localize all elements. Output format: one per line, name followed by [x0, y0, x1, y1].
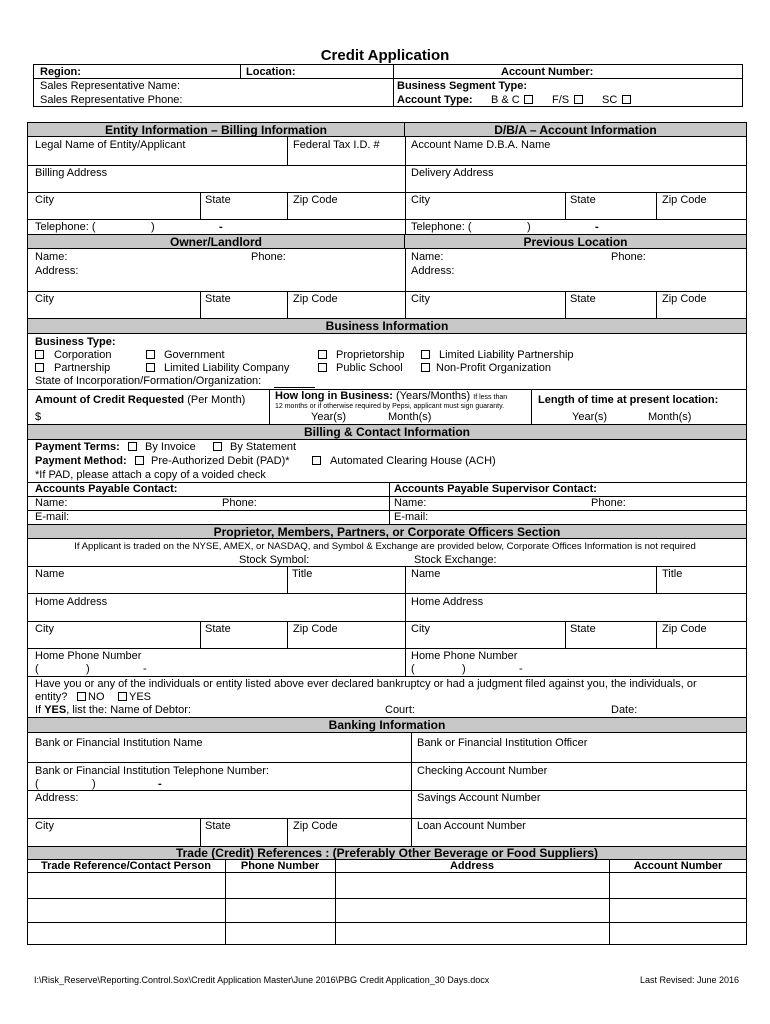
officer2-name-label: Name: [411, 568, 441, 580]
pad-note: *If PAD, please attach a copy of a voided check: [35, 469, 266, 481]
officer2-state-label: State: [570, 623, 596, 635]
trade-col-address: Address: [449, 860, 495, 872]
less-than-text: If less than: [473, 394, 508, 401]
entity-question: entity?: [35, 691, 68, 703]
present-years-label: Year(s): [572, 411, 608, 423]
billing-city-label: City: [35, 194, 54, 206]
officer-home-phone-label: Home Phone Number: [35, 650, 142, 662]
trade-col-account: Account Number: [633, 860, 723, 872]
account-type-fs-label: F/S: [552, 94, 570, 106]
dba-zip-label: Zip Code: [662, 194, 707, 206]
ach-label: Automated Clearing House (ACH): [330, 455, 496, 467]
partnership-checkbox[interactable]: [35, 363, 44, 372]
stock-symbol-label: Stock Symbol:: [239, 554, 310, 566]
page-title: Credit Application: [320, 47, 450, 64]
ap-supervisor-phone-label: Phone:: [591, 497, 626, 509]
corporation-checkbox[interactable]: [35, 350, 44, 359]
officer-home-phone-close: ): [86, 663, 90, 675]
previous-city-label: City: [411, 293, 430, 305]
business-months-label: Month(s): [388, 411, 432, 423]
owner-header: Owner/Landlord: [27, 234, 405, 249]
officer2-home-phone-open: (: [411, 663, 415, 675]
previous-location-header: Previous Location: [404, 234, 747, 249]
account-type-label: Account Type:: [397, 94, 473, 106]
how-long-text: How long in Business:: [275, 390, 393, 402]
footer-path: I:\Risk_Reserve\Reporting.Control.Sox\Credit Application Master\June 2016\PBG Credit Application_30 Days.docx: [34, 975, 490, 985]
llp-checkbox[interactable]: [421, 350, 430, 359]
payment-terms-label: Payment Terms:: [35, 441, 120, 453]
if-yes-line: [35, 704, 191, 716]
non-profit-checkbox[interactable]: [421, 363, 430, 372]
officer-home-address-label: Home Address: [35, 596, 108, 608]
by-invoice-label: By Invoice: [145, 441, 196, 453]
business-years-label: Year(s): [311, 411, 347, 423]
billing-address-label: Billing Address: [35, 167, 108, 179]
public-school-checkbox[interactable]: [318, 363, 327, 372]
location-label: Location:: [246, 66, 296, 78]
officer-city-label: City: [35, 623, 54, 635]
government-label: Government: [164, 349, 225, 361]
bankruptcy-no-checkbox[interactable]: [77, 692, 86, 701]
bankruptcy-yes-label: YES: [129, 691, 152, 703]
proprietor-header: Proprietor, Members, Partners, or Corporate Officers Section: [27, 524, 747, 539]
bank-zip-label: Zip Code: [293, 820, 338, 832]
bank-name-label: Bank or Financial Institution Name: [35, 737, 203, 749]
by-statement-label: By Statement: [230, 441, 297, 453]
sales-rep-phone-label: Sales Representative Phone:: [40, 94, 183, 106]
officer2-title-label: Title: [662, 568, 683, 580]
officer2-home-phone-close: ): [462, 663, 466, 675]
officer2-home-phone-dash: -: [519, 663, 523, 675]
account-number-label: Account Number:: [501, 66, 594, 78]
proprietorship-label: Proprietorship: [336, 349, 405, 361]
pad-label: Pre-Authorized Debit (PAD)*: [151, 455, 290, 467]
if-text: If: [35, 704, 42, 716]
owner-state-label: State: [205, 293, 231, 305]
government-checkbox[interactable]: [146, 350, 155, 359]
loan-label: Loan Account Number: [417, 820, 526, 832]
business-type-label: Business Type:: [35, 336, 116, 348]
banking-header: Banking Information: [27, 717, 747, 733]
trade-col-contact: Trade Reference/Contact Person: [41, 860, 211, 872]
bankruptcy-yes-checkbox[interactable]: [118, 692, 127, 701]
yes-bold-text: YES: [44, 704, 67, 716]
officer-home-phone-open: (: [35, 663, 39, 675]
business-info-header: Business Information: [27, 318, 747, 334]
bank-address-label: Address:: [35, 792, 79, 804]
bank-phone-open: (: [35, 778, 39, 790]
officer-title-label: Title: [292, 568, 313, 580]
region-label: Region:: [40, 66, 81, 78]
account-type-bc-label: B & C: [491, 94, 520, 106]
ap-contact-label: Accounts Payable Contact:: [35, 483, 178, 495]
officer-home-phone-dash: -: [143, 663, 147, 675]
officer2-zip-label: Zip Code: [662, 623, 707, 635]
bank-officer-label: Bank or Financial Institution Officer: [417, 737, 588, 749]
llp-label: Limited Liability Partnership: [439, 349, 574, 361]
bank-state-label: State: [205, 820, 231, 832]
owner-city-label: City: [35, 293, 54, 305]
corporation-label: Corporation: [54, 349, 112, 361]
credit-requested-label: [35, 394, 245, 406]
billing-telephone-label: Telephone: (: [35, 221, 96, 233]
footer-revised: Last Revised: June 2016: [640, 975, 740, 985]
state-incorporation-label: State of Incorporation/Formation/Organization:: [35, 375, 262, 387]
bank-city-label: City: [35, 820, 54, 832]
dba-telephone-label: Telephone: (: [411, 221, 472, 233]
public-school-label: Public School: [336, 362, 403, 374]
ap-email-label: E-mail:: [35, 511, 70, 523]
dba-telephone-paren: ): [527, 221, 531, 233]
list-debtor-text: , list the: Name of Debtor:: [66, 704, 191, 716]
date-label: Date:: [611, 704, 638, 716]
by-statement-checkbox[interactable]: [213, 442, 222, 451]
proprietorship-checkbox[interactable]: [318, 350, 327, 359]
time-present-label: Length of time at present location:: [538, 394, 719, 406]
ap-supervisor-label: Accounts Payable Supervisor Contact:: [394, 483, 597, 495]
dba-name-label: Account Name D.B.A. Name: [411, 139, 551, 151]
account-type-bc-checkbox[interactable]: [524, 95, 533, 104]
previous-state-label: State: [570, 293, 596, 305]
officer-state-label: State: [205, 623, 231, 635]
owner-phone-label: Phone:: [251, 251, 286, 263]
account-type-sc-label: SC: [602, 94, 618, 106]
pad-checkbox[interactable]: [135, 456, 144, 465]
billing-telephone-dash: -: [219, 221, 223, 233]
bankruptcy-question: Have you or any of the individuals or entity listed above ever declared bankruptcy or had a judgment filed against you, the individuals, or: [35, 678, 697, 690]
previous-phone-label: Phone:: [611, 251, 646, 263]
bank-phone-label: Bank or Financial Institution Telephone Number:: [35, 765, 269, 777]
state-incorporation-line[interactable]: [274, 387, 315, 388]
officer-name-label: Name: [35, 568, 65, 580]
billing-contact-header: Billing & Contact Information: [27, 424, 747, 440]
dba-city-label: City: [411, 194, 430, 206]
officer2-home-address-label: Home Address: [411, 596, 484, 608]
ap-phone-label: Phone:: [222, 497, 257, 509]
llc-label: Limited Liability Company: [164, 362, 290, 374]
trade-header: Trade (Credit) References : (Preferably Other Beverage or Food Suppliers): [27, 846, 747, 860]
account-type-sc-checkbox[interactable]: [622, 95, 631, 104]
billing-state-label: State: [205, 194, 231, 206]
billing-zip-label: Zip Code: [293, 194, 338, 206]
dba-header: D/B/A – Account Information: [404, 122, 747, 137]
per-month-text: (Per Month): [187, 394, 246, 406]
delivery-address-label: Delivery Address: [411, 167, 494, 179]
account-type-fs-checkbox[interactable]: [574, 95, 583, 104]
ap-supervisor-email-label: E-mail:: [394, 511, 429, 523]
non-profit-label: Non-Profit Organization: [436, 362, 551, 374]
legal-name-label: Legal Name of Entity/Applicant: [35, 139, 186, 151]
llc-checkbox[interactable]: [146, 363, 155, 372]
previous-name-label: Name:: [411, 251, 444, 263]
bank-phone-dash: -: [158, 778, 162, 790]
previous-address-label: Address:: [411, 265, 455, 277]
owner-zip-label: Zip Code: [293, 293, 338, 305]
owner-name-label: Name:: [35, 251, 68, 263]
federal-tax-label: Federal Tax I.D. #: [293, 139, 380, 151]
ap-name-label: Name:: [35, 497, 68, 509]
billing-telephone-paren: ): [151, 221, 155, 233]
stock-exchange-label: Stock Exchange:: [414, 554, 497, 566]
partnership-label: Partnership: [54, 362, 111, 374]
business-segment-label: Business Segment Type:: [397, 80, 527, 92]
present-months-label: Month(s): [648, 411, 692, 423]
payment-method-label: Payment Method:: [35, 455, 127, 467]
credit-requested-text: Amount of Credit Requested: [35, 394, 185, 406]
checking-label: Checking Account Number: [417, 765, 548, 777]
sales-rep-name-label: Sales Representative Name:: [40, 80, 181, 92]
officer2-home-phone-label: Home Phone Number: [411, 650, 518, 662]
ap-supervisor-name-label: Name:: [394, 497, 427, 509]
bankruptcy-no-label: NO: [88, 691, 105, 703]
guaranty-fine-print: 12 months or if otherwise required by Pepsi, applicant must sign guaranty.: [275, 403, 505, 410]
ach-checkbox[interactable]: [312, 456, 321, 465]
trade-col-phone: Phone Number: [240, 860, 320, 872]
dba-state-label: State: [570, 194, 596, 206]
savings-label: Savings Account Number: [417, 792, 541, 804]
court-label: Court:: [385, 704, 415, 716]
officer2-city-label: City: [411, 623, 430, 635]
dba-telephone-dash: -: [595, 221, 599, 233]
by-invoice-checkbox[interactable]: [128, 442, 137, 451]
years-months-text: (Years/Months): [396, 390, 471, 402]
dollar-sign: $: [35, 411, 42, 423]
entity-header: Entity Information – Billing Information: [27, 122, 405, 137]
proprietor-note: If Applicant is traded on the NYSE, AMEX, or NASDAQ, and Symbol & Exchange are provided below, Corporate Offices Information is not required: [74, 541, 696, 552]
owner-address-label: Address:: [35, 265, 79, 277]
bank-phone-close: ): [92, 778, 96, 790]
officer-zip-label: Zip Code: [293, 623, 338, 635]
previous-zip-label: Zip Code: [662, 293, 707, 305]
